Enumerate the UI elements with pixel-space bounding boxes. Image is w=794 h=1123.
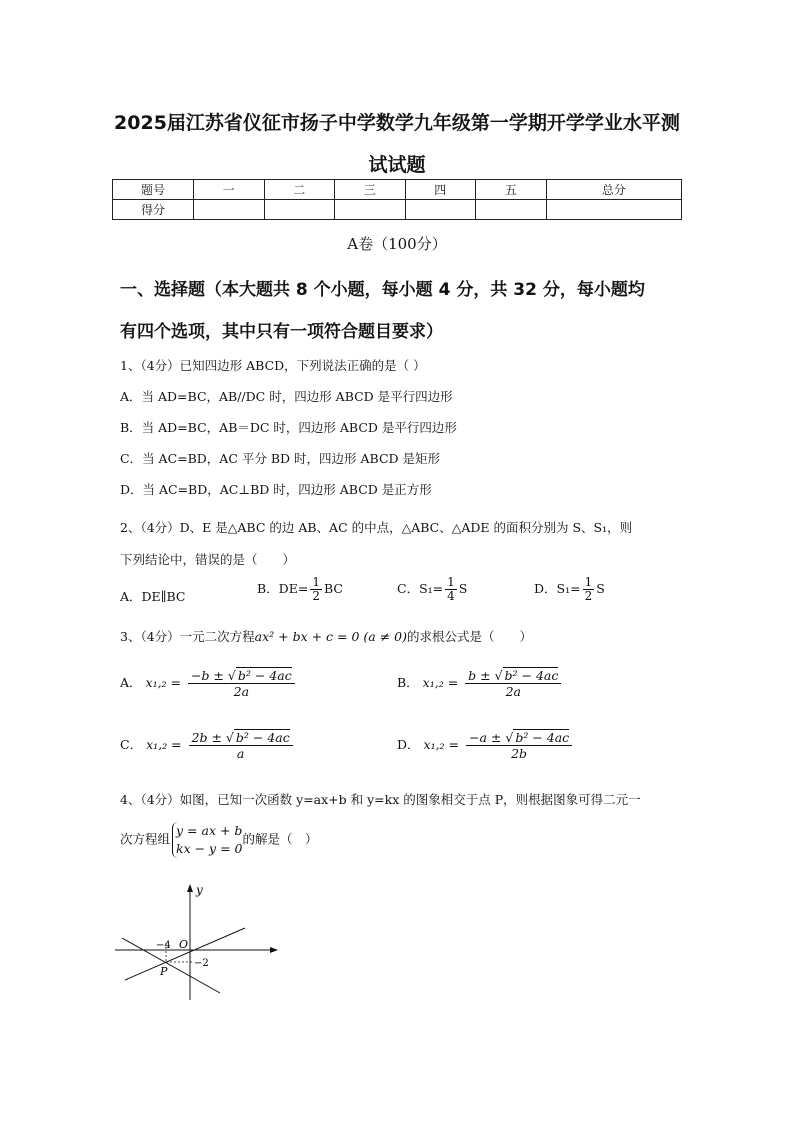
score-cell: 总分 (546, 180, 682, 200)
q3-option-a[interactable] (120, 668, 295, 699)
q1-option-b[interactable]: B．当 AD=BC，AB＝DC 时，四边形 ABCD 是平行四边形 (120, 420, 457, 435)
origin-label: O (179, 938, 189, 951)
q3-option-d[interactable] (397, 730, 572, 761)
formula-fraction (189, 730, 293, 761)
score-table (112, 179, 682, 220)
formula (423, 668, 562, 699)
formula (424, 730, 573, 761)
fraction (583, 576, 595, 603)
q3-option-c[interactable] (120, 730, 293, 761)
formula-numerator: 2b ± √ b² − 4ac (189, 730, 293, 746)
x-tick-label: −4 (156, 940, 171, 951)
q2-option-c[interactable] (397, 576, 467, 603)
score-cell: 三 (335, 180, 406, 200)
score-cell: 四 (405, 180, 476, 200)
score-input-cell[interactable] (405, 200, 476, 220)
q1-option-c[interactable]: C．当 AC=BD，AC 平分 BD 时，四边形 ABCD 是矩形 (120, 451, 441, 466)
point-p-label: P (160, 965, 168, 978)
formula-numerator: −a ± √ b² − 4ac (466, 730, 572, 746)
formula-fraction (188, 668, 295, 699)
q4-stem-suffix: 的解是（ ） (242, 831, 318, 847)
q2-option-b-suffix: BC (323, 581, 343, 596)
fraction-denominator: 2 (584, 589, 593, 603)
score-cell: 题号 (113, 180, 194, 200)
score-table-score-row (113, 200, 682, 220)
q2-option-d[interactable] (534, 576, 605, 603)
numerator-prefix: −b ± (190, 668, 228, 683)
q1-option-d[interactable]: D．当 AC=BD，AC⊥BD 时，四边形 ABCD 是正方形 (120, 482, 432, 497)
score-cell: 得分 (113, 200, 194, 220)
q1-stem: 1、（4分）已知四边形 ABCD，下列说法正确的是（ ） (120, 358, 426, 373)
score-cell: 一 (194, 180, 265, 200)
q3-equation: ax² + bx + c = 0 (a ≠ 0) (254, 629, 407, 644)
option-label: B． (397, 675, 419, 690)
option-label: A． (120, 675, 142, 690)
fraction (310, 576, 322, 603)
q2-option-d-suffix: S (596, 581, 605, 596)
formula (146, 730, 293, 761)
radicand: b² − 4ac (504, 668, 559, 683)
line-y-kx (125, 928, 245, 980)
formula-fraction (466, 730, 572, 761)
q2-option-c-suffix: S (458, 581, 468, 596)
radicand: b² − 4ac (235, 730, 290, 745)
q3-stem (120, 627, 532, 645)
equation-system (172, 822, 242, 858)
q2-option-c-prefix: C．S₁= (397, 581, 444, 596)
score-input-cell[interactable] (264, 200, 335, 220)
q2-option-b-prefix: B．DE= (257, 581, 309, 596)
radicand: b² − 4ac (515, 730, 570, 745)
volume-heading: A卷（100分） (347, 235, 447, 253)
system-equation-1: y = ax + b (176, 823, 243, 838)
option-label: C． (120, 737, 143, 752)
q4-graph (110, 880, 280, 1005)
exam-title-line2: 试试题 (368, 154, 426, 176)
formula-lhs: x₁,₂ = (145, 675, 185, 690)
fraction (445, 576, 457, 603)
q4-stem-line2 (120, 822, 318, 858)
section1-heading-line1: 一、选择题（本大题共 8 个小题，每小题 4 分，共 32 分，每小题均 (120, 280, 645, 300)
q2-stem-line2: 下列结论中，错误的是（ ） (120, 552, 296, 567)
formula (146, 668, 295, 699)
score-cell: 五 (476, 180, 547, 200)
q2-option-b[interactable] (257, 576, 343, 603)
q2-stem-line1: 2、（4分）D、E 是△ABC 的边 AB、AC 的中点，△ABC、△ADE 的面积分别为 S、S₁，则 (120, 520, 633, 535)
numerator-prefix: −a ± (468, 730, 506, 745)
q3-stem-suffix: 的求根公式是（ ） (407, 629, 533, 644)
formula-denominator: 2a (505, 684, 521, 699)
q3-option-b[interactable] (397, 668, 561, 699)
formula-denominator: 2a (233, 684, 250, 699)
score-input-cell[interactable] (546, 200, 682, 220)
formula-fraction (465, 668, 561, 699)
x-axis-arrow (270, 947, 278, 953)
system-equation-2: kx − y = 0 (176, 841, 243, 856)
fraction-numerator: 1 (447, 575, 455, 589)
score-cell: 二 (264, 180, 335, 200)
formula-denominator: 2b (511, 746, 528, 761)
formula-denominator: a (236, 746, 245, 761)
q2-option-a[interactable]: A．DE∥BC (120, 589, 186, 604)
option-label: D． (397, 737, 420, 752)
q2-option-d-prefix: D．S₁= (534, 581, 581, 596)
fraction-denominator: 4 (447, 589, 455, 603)
formula-lhs: x₁,₂ = (423, 737, 463, 752)
formula-numerator: b ± √ b² − 4ac (465, 668, 561, 684)
q4-stem-prefix: 次方程组 (120, 831, 171, 847)
y-tick-label: −2 (194, 958, 209, 969)
fraction-denominator: 2 (312, 589, 320, 603)
formula-numerator: −b ± √ b² − 4ac (188, 668, 295, 684)
formula-lhs: x₁,₂ = (422, 675, 463, 690)
score-input-cell[interactable] (476, 200, 547, 220)
fraction-numerator: 1 (312, 575, 320, 589)
y-axis-label: y (196, 883, 203, 897)
score-input-cell[interactable] (335, 200, 406, 220)
q1-option-a[interactable]: A．当 AD=BC，AB//DC 时，四边形 ABCD 是平行四边形 (120, 389, 453, 404)
formula-lhs: x₁,₂ = (146, 737, 186, 752)
fraction-numerator: 1 (584, 575, 593, 589)
score-table-header-row (113, 180, 682, 200)
section1-heading-line2: 有四个选项，其中只有一项符合题目要求） (120, 322, 443, 342)
numerator-prefix: b ± (468, 668, 495, 683)
q4-stem-line1: 4、（4分）如图，已知一次函数 y=ax+b 和 y=kx 的图象相交于点 P，则根据图象可得二元一 (120, 792, 641, 807)
numerator-prefix: 2b ± (191, 730, 226, 745)
score-input-cell[interactable] (194, 200, 265, 220)
radicand: b² − 4ac (237, 668, 292, 683)
exam-title-line1: 2025届江苏省仪征市扬子中学数学九年级第一学期开学学业水平测 (114, 112, 680, 134)
q3-stem-prefix: 3、（4分）一元二次方程 (120, 629, 255, 644)
y-axis-arrow (187, 884, 193, 892)
